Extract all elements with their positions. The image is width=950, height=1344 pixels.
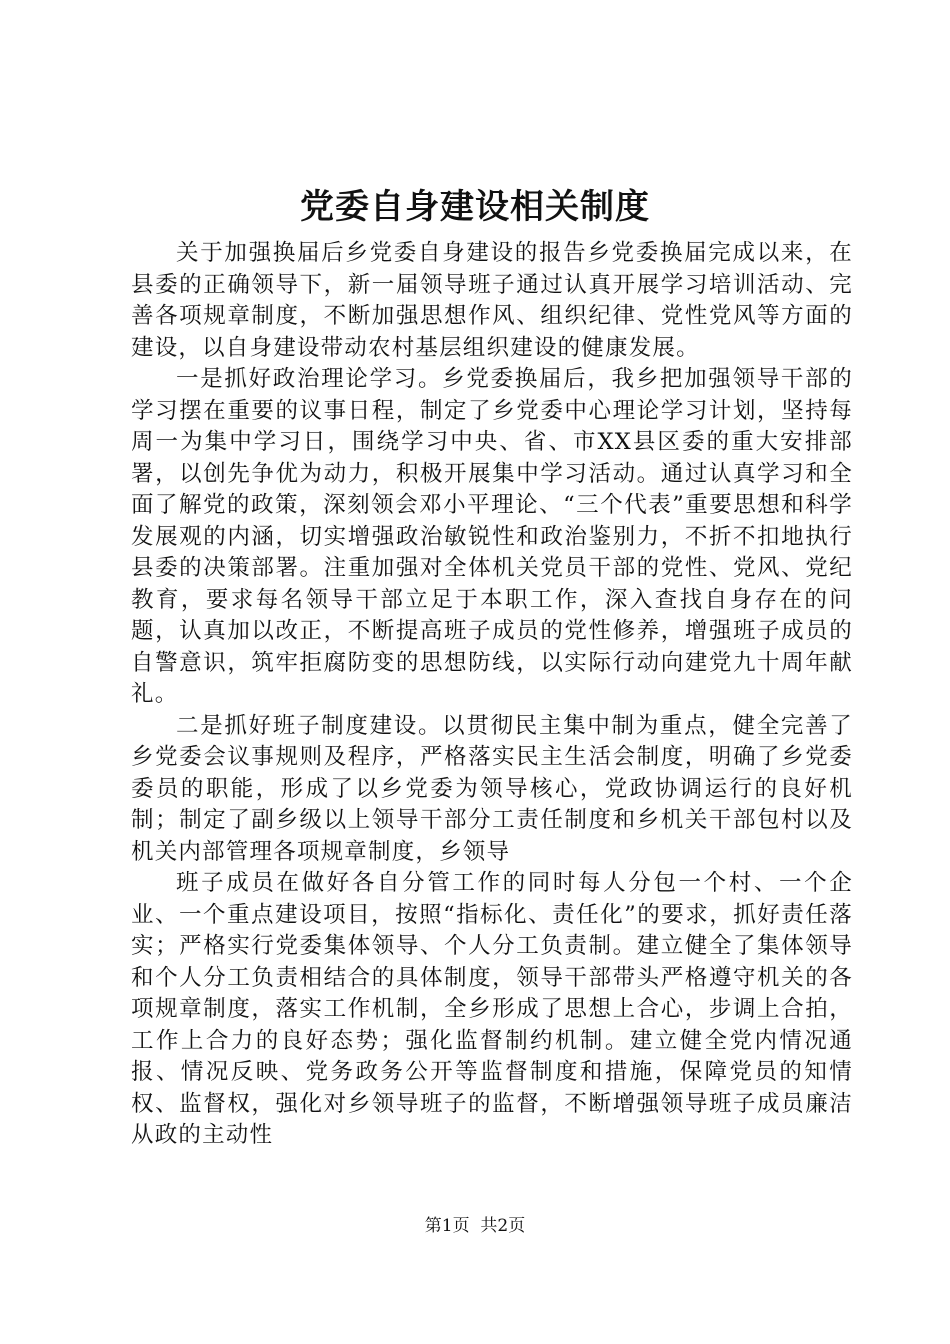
document-body [131, 238, 853, 1152]
paragraph-intro: 关于加强换届后乡党委自身建设的报告乡党委换届完成以来，在县委的正确领导下，新一届领导班子通过认真开展学习培训活动、完善各项规章制度，不断加强思想作风、组织纪律、党性党风等方面的建设，以自身建设带动农村基层组织建设的健康发展。 [131, 240, 853, 361]
paragraph-political-study: 一是抓好政治理论学习。乡党委换届后，我乡把加强领导干部的学习摆在重要的议事日程，制定了乡党委中心理论学习计划，坚持每周一为集中学习日，围绕学习中央、省、市XX县区委的重大安排部署，以创先争优为动力，积极开展集中学习活动。通过认真学习和全面了解党的政策，深刻领会邓小平理论、“三个代表”重要思想和科学发展观的内涵，切实增强政治敏锐性和政治鉴别力，不折不扣地执行县委的决策部署。注重加强对全体机关党员干部的党性、党风、党纪教育，要求每名领导干部立足于本职工作，深入查找自身存在的问题，认真加以改正，不断提高班子成员的党性修养，增强班子成员的自警意识，筑牢拒腐防变的思想防线，以实际行动向建党九十周年献礼。 [131, 366, 853, 707]
document-title: 党委自身建设相关制度 [300, 187, 650, 227]
page-number-total: 共2页 [480, 1216, 526, 1236]
page-number-current: 第1页 [424, 1216, 470, 1236]
page-footer [0, 1214, 950, 1238]
footer-separator [470, 1216, 481, 1236]
paragraph-team-responsibility: 班子成员在做好各自分管工作的同时每人分包一个村、一个企业、一个重点建设项目，按照“指标化、责任化”的要求，抓好责任落实；严格实行党委集体领导、个人分工负责制。建立健全了集体领导和个人分工负责相结合的具体制度，领导干部带头严格遵守机关的各项规章制度，落实工作机制，全乡形成了思想上合心，步调上合拍，工作上合力的良好态势；强化监督制约机制。建立健全党内情况通报、情况反映、党务政务公开等监督制度和措施，保障党员的知情权、监督权，强化对乡领导班子的监督，不断增强领导班子成员廉洁从政的主动性 [131, 870, 853, 1148]
paragraph-institution-building: 二是抓好班子制度建设。以贯彻民主集中制为重点，健全完善了乡党委会议事规则及程序，严格落实民主生活会制度，明确了乡党委委员的职能，形成了以乡党委为领导核心，党政协调运行的良好机制；制定了副乡级以上领导干部分工责任制度和乡机关干部包村以及机关内部管理各项规章制度，乡领导 [131, 712, 853, 865]
